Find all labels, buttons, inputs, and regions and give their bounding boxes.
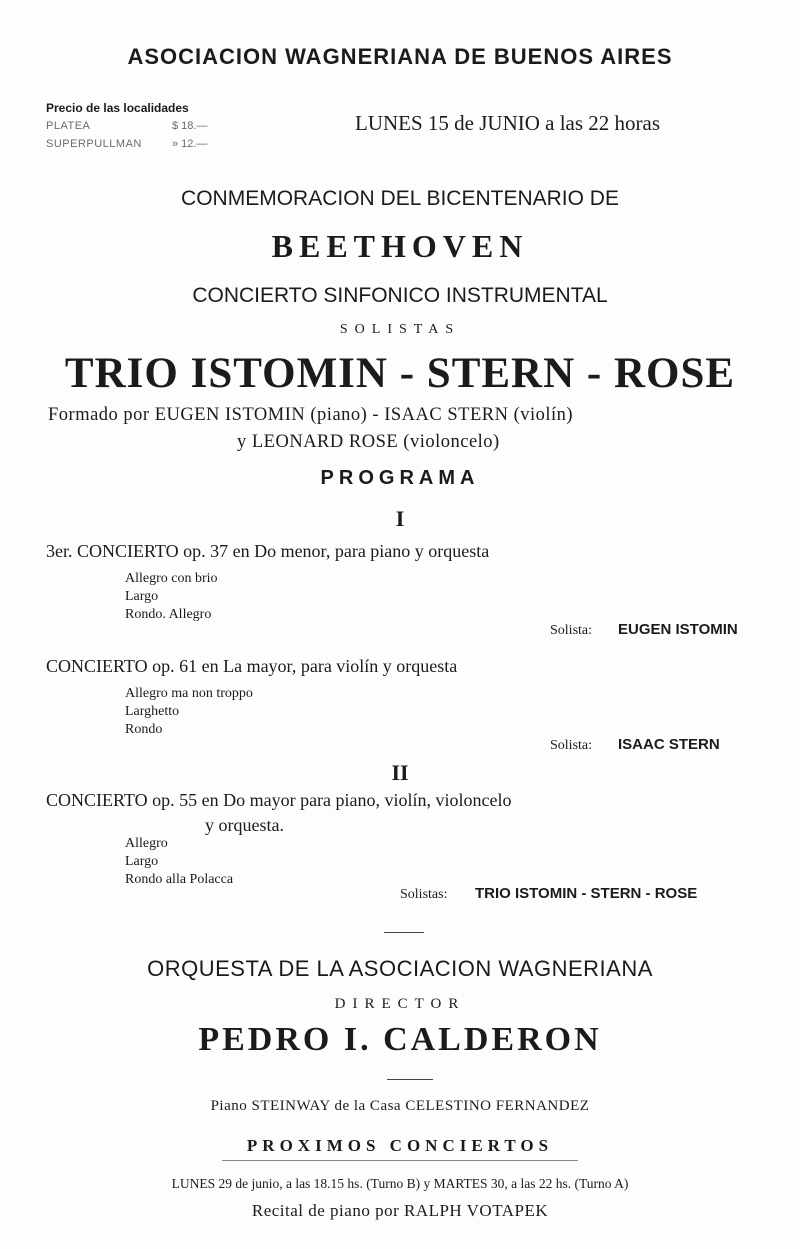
heading-underline xyxy=(222,1160,578,1161)
divider-short-2 xyxy=(387,1079,433,1080)
work-2-title: CONCIERTO op. 61 en La mayor, para violín y orquesta xyxy=(46,656,458,676)
work-3-movement-3: Rondo alla Polacca xyxy=(125,872,234,887)
commemoration-line: CONMEMORACION DEL BICENTENARIO DE xyxy=(181,187,619,210)
formed-by-line-1: Formado por EUGEN ISTOMIN (piano) - ISAAC STERN (violín) xyxy=(48,405,574,425)
work-3-title-continuation: y orquesta. xyxy=(205,815,284,835)
director-label: DIRECTOR xyxy=(334,996,466,1012)
association-title: ASOCIACION WAGNERIANA DE BUENOS AIRES xyxy=(127,44,673,69)
work-2-movement-1: Allegro ma non troppo xyxy=(125,686,253,701)
work-3-soloist: TRIO ISTOMIN - STERN - ROSE xyxy=(475,885,698,902)
work-3-soloist-label: Solistas: xyxy=(400,887,448,902)
work-3-title: CONCIERTO op. 55 en Do mayor para piano, violín, violoncelo xyxy=(46,790,512,810)
piano-note: Piano STEINWAY de la Casa CELESTINO FERNANDEZ xyxy=(210,1098,590,1114)
work-3-movement-1: Allegro xyxy=(125,836,168,851)
director-name: PEDRO I. CALDERON xyxy=(198,1021,602,1058)
trio-name: TRIO ISTOMIN - STERN - ROSE xyxy=(64,350,736,397)
divider-short xyxy=(384,932,424,933)
price-label-platea: PLATEA xyxy=(46,120,91,132)
work-2-movement-3: Rondo xyxy=(125,722,163,737)
work-1-movement-2: Largo xyxy=(125,589,159,604)
next-concert-dates: LUNES 29 de junio, a las 18.15 hs. (Turno B) y MARTES 30, a las 22 hs. (Turno A) xyxy=(171,1176,629,1191)
work-1-movement-3: Rondo. Allegro xyxy=(125,607,212,622)
formed-by-line-2: y LEONARD ROSE (violoncelo) xyxy=(237,432,500,452)
price-value-superpullman: » 12.— xyxy=(172,138,208,150)
price-label-superpullman: SUPERPULLMAN xyxy=(46,138,142,150)
work-1-soloist: EUGEN ISTOMIN xyxy=(618,621,738,638)
work-2-soloist-label: Solista: xyxy=(550,738,593,753)
concert-date: LUNES 15 de JUNIO a las 22 horas xyxy=(355,111,661,135)
next-concerts-heading: PROXIMOS CONCIERTOS xyxy=(246,1136,554,1155)
concert-type: CONCIERTO SINFONICO INSTRUMENTAL xyxy=(192,284,608,307)
orchestra-name: ORQUESTA DE LA ASOCIACION WAGNERIANA xyxy=(147,956,653,981)
price-value-platea: $ 18.— xyxy=(172,120,208,132)
part-one-numeral: I xyxy=(395,506,405,531)
soloists-label: SOLISTAS xyxy=(339,322,461,337)
work-1-title: 3er. CONCIERTO op. 37 en Do menor, para piano y orquesta xyxy=(46,541,490,561)
part-two-numeral: II xyxy=(391,760,409,785)
composer-name: BEETHOVEN xyxy=(271,228,529,264)
work-1-soloist-label: Solista: xyxy=(550,623,593,638)
program-heading: PROGRAMA xyxy=(320,467,480,489)
work-2-movement-2: Larghetto xyxy=(125,704,180,719)
work-1-movement-1: Allegro con brio xyxy=(125,571,218,586)
work-3-movement-2: Largo xyxy=(125,854,159,869)
recital-line: Recital de piano por RALPH VOTAPEK xyxy=(251,1201,549,1220)
prices-title: Precio de las localidades xyxy=(46,101,189,115)
work-2-soloist: ISAAC STERN xyxy=(618,736,720,753)
